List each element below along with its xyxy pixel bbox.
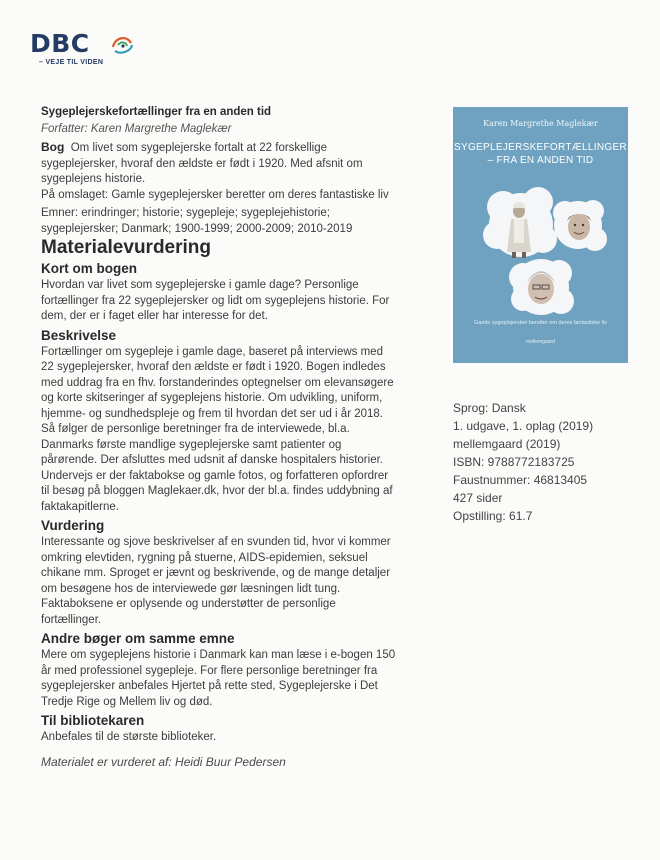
material-type: Bog: [41, 140, 65, 154]
book-title: Sygeplejerskefortællinger fra en anden tid: [41, 106, 272, 118]
dbc-logo: [30, 30, 140, 70]
cover-subtitle: Gamle sygeplejersker beretter om deres fantastiske liv: [474, 320, 607, 326]
review-heading: Materialevurdering: [41, 237, 211, 258]
cover-title-line2: – FRA EN ANDEN TID: [487, 155, 594, 166]
cover-note: På omslaget: Gamle sygeplejersker beretter om deres fantastiske liv: [41, 188, 389, 201]
meta-pages: 427 sider: [453, 491, 503, 505]
subjects: [41, 206, 396, 237]
cover-title-line1: SYGEPLEJERSKEFORTÆLLINGER: [454, 142, 627, 153]
section-heading-andre: Andre bøger om samme emne: [41, 631, 235, 646]
logo-swirl-icon: [109, 33, 135, 57]
book-description: [41, 140, 396, 188]
section-text-beskrivelse: Fortællinger om sygepleje i gamle dage, baseret på interviews med 22 sygeplejersker, hvoraf den ældste er født i 1920. Bogen indledes med uddrag fra en fhv. forstanderindes optegnelser om elevansøgere og korte skitseringer af sygeplejens historie. Om udvikling, uniform, hjemme- og sundhedspleje og frem til hvordan det ser ud i år 2018. Så følger de personlige beretninger fra de interviewede, bl.a. Danmarks første mandlige sygeplejerske samt patienter og pårørende. Der afsluttes med udsnit af danske hospitalers historier. Undervejs er der faktabokse og gamle fotos, og forfatteren opfordrer til besøg på bloggen Maglekaer.dk, hvor der bl.a. findes uddybning af faktakapitlerne.: [41, 345, 394, 513]
section-text-andre: Mere om sygeplejens historie i Danmark kan man læse i e-bogen 150 år med professionel sygepleje. For flere personlige beretninger fra sygeplejersker anbefales Hjertet på rette sted, Sygeplejerske i Det Tredje Rige og Mellem liv og død.: [41, 649, 396, 708]
subjects-label: Emner:: [41, 207, 79, 219]
meta-shelving: Opstilling: 61.7: [453, 509, 533, 523]
logo-tagline: – VEJE TIL VIDEN: [39, 59, 104, 66]
cover-author: Karen Margrethe Maglekær: [483, 119, 598, 128]
logo-name: DBC: [30, 29, 90, 58]
cover-publisher: mellemgaard: [526, 339, 555, 345]
section-heading-bibliotekaren: Til bibliotekaren: [41, 713, 145, 728]
meta-isbn: ISBN: 9788772183725: [453, 455, 575, 469]
book-metadata: [453, 399, 643, 525]
meta-language: Sprog: Dansk: [453, 401, 526, 415]
section-heading-kort: Kort om bogen: [41, 261, 137, 276]
subjects-list: erindringer; historie; sygepleje; sygeplejehistorie; sygeplejersker; Danmark; 1900-1999; 2000-2009; 2010-2019: [41, 207, 353, 235]
description-text: Om livet som sygeplejerske fortalt at 22 forskellige sygeplejersker, hvoraf den ældste er født i 1920. Med afsnit om sygeplejens historie.: [41, 142, 363, 185]
cover-title: [453, 141, 628, 167]
section-text-bibliotekaren: Anbefales til de største biblioteker.: [41, 731, 217, 743]
section-text-kort: Hvordan var livet som sygeplejerske i gamle dage? Personlige fortællinger fra 22 sygeplejersker og lidt om sygeplejens historie. For dem, der er i faget eller har interesse for det.: [41, 279, 390, 322]
book-author: Forfatter: Karen Margrethe Maglekær: [41, 123, 232, 135]
reviewer-signature: Materialet er vurderet af: Heidi Buur Pedersen: [41, 754, 286, 769]
meta-faust: Faustnummer: 46813405: [453, 473, 588, 487]
meta-publisher: mellemgaard (2019): [453, 437, 561, 451]
section-heading-beskrivelse: Beskrivelse: [41, 327, 117, 343]
main-column: [41, 106, 396, 769]
meta-edition: 1. udgave, 1. oplag (2019): [453, 419, 594, 433]
section-heading-vurdering: Vurdering: [41, 518, 105, 533]
book-cover: [453, 107, 628, 363]
section-text-vurdering: Interessante og sjove beskrivelser af en svunden tid, hvor vi kommer omkring elevtiden, rygning på stuerne, AIDS-epidemien, seksuel chikane mm. Sproget er jævnt og beskrivende, og de mange detaljer om besøgene hos de interviewede gør læsningen lidt tung. Faktaboksene er oplysende og understøtter de personlige fortællinger.: [41, 536, 391, 626]
